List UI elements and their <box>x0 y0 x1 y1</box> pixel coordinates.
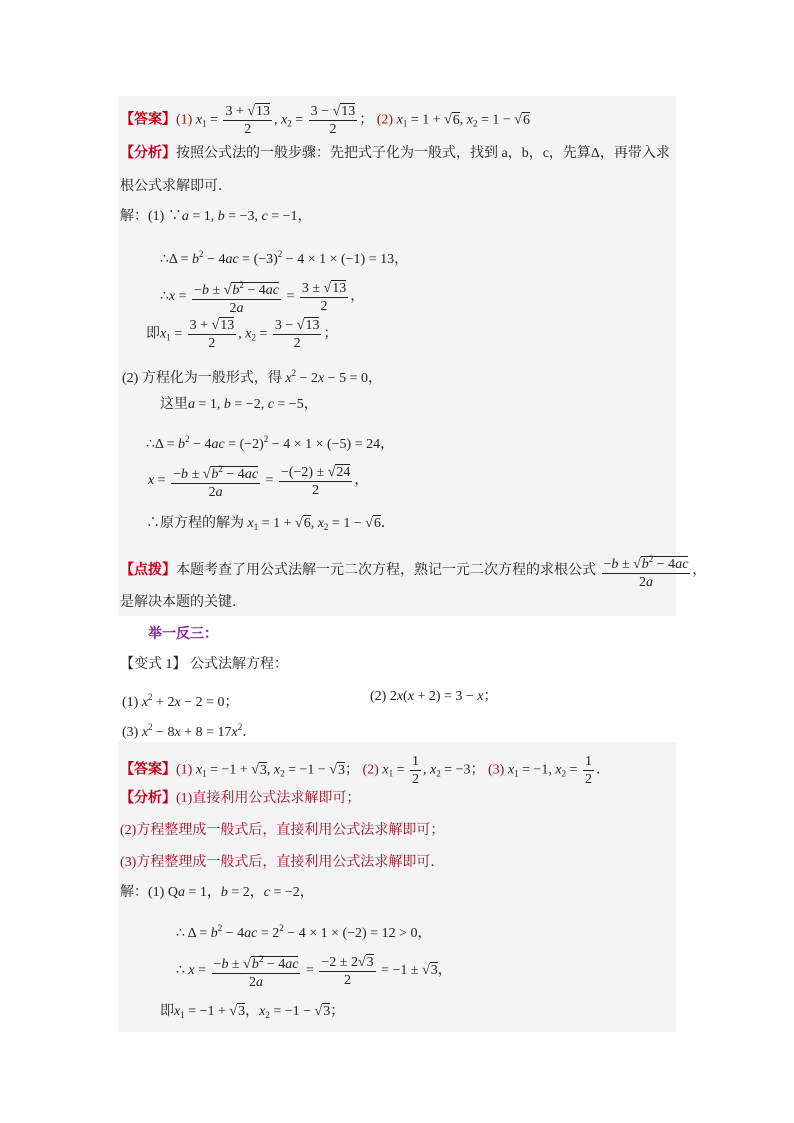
variant-analysis-1 <box>120 790 360 808</box>
tip-line: 【点拨】本题考查了用公式法解一元二次方程，熟记一元二次方程的求根公式 $\frac{-b \pm √b^2 - 4ac}{2a}$ ， <box>120 554 707 590</box>
solve-part-1: (1) <box>148 209 165 224</box>
solve-step-1: 解：(1) ∵a = 1, b = −3, c = −1， <box>120 209 312 224</box>
q2-label: (2) <box>370 689 387 704</box>
variant-title: 【变式 1】 公式法解方程： <box>120 657 288 672</box>
part-1-label: (1) <box>176 112 193 128</box>
variant-answer: 【答案】(1) $x_1 = -1 + √3$, $x_2 = -1 - √3$； (2) $x_1$ = $\frac{1}{2}$ , $x_2 = -3$； (3) $x_1 = -1$, $x_2$ = $\frac{1}{2}$ ． <box>120 754 610 787</box>
analysis-line-2: 根公式求解即可． <box>120 179 232 194</box>
zheli-label: 这里 <box>160 397 188 412</box>
practice-heading: 举一反三： <box>148 627 218 642</box>
variant-answer-tag: 【答案】 <box>120 762 176 778</box>
q1-label: (1) <box>122 695 139 710</box>
variant-answer-p3: (3) <box>487 762 505 778</box>
yuan-label: ∴原方程的解为 <box>146 516 244 531</box>
variant-q1: (1) $x^2 + 2x - 2 = 0$； <box>122 692 239 710</box>
example-solution-panel <box>118 96 676 616</box>
variant-q3: (3) $x^2 - 8x + 8 = 17x^2$． <box>122 722 257 740</box>
variant-ji-label: 即 <box>160 1004 174 1019</box>
variant-solve-4: 即$x_1 = -1 + √3$，$x_2 = -1 - √3$； <box>160 1004 345 1020</box>
solve-label: 解： <box>120 209 148 224</box>
q3-label: (3) <box>122 725 139 740</box>
solve-part-2: (2) <box>122 371 139 386</box>
solve-step-5: (2) 方程化为一般形式，得 $x^2 - 2x - 5 = 0$， <box>122 368 382 386</box>
variant-analysis-2: (2)方程整理成一般式后，直接利用公式法求解即可； <box>120 823 445 838</box>
variant-answer-p2: (2) <box>362 762 379 778</box>
answer-line: 【答案】(1) $x_1$ = $\frac{3 + √13}{2}$ , $x_2$ = $\frac{3 - √13}{2}$ ； (2) $x_1 = 1 + √6$, $x_2 = 1 - √6$ <box>120 104 530 137</box>
part-2-label: (2) <box>376 112 394 128</box>
solve-step-8: x = $\frac{-b \pm √b^2 - 4ac}{2a}$ = $\frac{-(-2) \pm √24}{2}$ ， <box>148 464 369 500</box>
ji-label: 即 <box>146 326 160 342</box>
solve-step-2: ∴Δ = $b^2 - 4ac = (-3)^2 - 4 \times 1 \times (-1) = 13$， <box>160 249 409 267</box>
tip-tag: 【点拨】 <box>120 563 176 579</box>
variant-analysis-tag: 【分析】 <box>120 791 176 806</box>
variant-answer-p1: (1) <box>176 762 193 778</box>
tip-line-2: 是解决本题的关键． <box>120 595 246 610</box>
solve-step-4: 即$x_1$ = $\frac{3 + √13}{2}$ , $x_2$ = $\frac{3 - √13}{2}$ ； <box>146 318 338 351</box>
solve-step-3: ∴x = $\frac{-b \pm √b^2 - 4ac}{2a}$ = $\frac{3 \pm √13}{2}$ ， <box>160 280 365 316</box>
p2-text: 方程化为一般形式，得 <box>141 371 282 386</box>
variant-solve-3: ∴ x = $\frac{-b \pm √b^2 - 4ac}{2a}$ = $\frac{-2 \pm 2√3}{2}$ = −1 ± √3， <box>176 954 452 990</box>
variant-solve-p1: (1) <box>148 885 165 900</box>
analysis-tag: 【分析】 <box>120 146 176 161</box>
variant-analysis-3: (3)方程整理成一般式后，直接利用公式法求解即可． <box>120 855 445 870</box>
variant-q2: (2) 2x(x + 2) = 3 − x； <box>370 689 498 704</box>
variant-solve-label: 解： <box>120 885 148 900</box>
solve-step-7: ∴Δ = $b^2 - 4ac = (-2)^2 - 4 \times 1 \times (-5) = 24$， <box>146 434 395 452</box>
answer-tag: 【答案】 <box>120 112 176 128</box>
variant-solve-1: 解：(1) Qa = 1，b = 2，c = −2， <box>120 885 314 900</box>
solve-step-6: 这里a = 1, b = −2, c = −5， <box>160 397 318 412</box>
tip-text: 本题考查了用公式法解一元二次方程，熟记一元二次方程的求根公式 <box>176 563 596 579</box>
variant-solve-2: ∴ $\Delta = b^2 - 4ac = 2^2 - 4 \times 1 \times (-2) = 12 > 0$， <box>176 923 432 941</box>
solve-step-9: ∴原方程的解为 $x_1 = 1 + √6$, $x_2 = 1 - √6$． <box>146 516 395 532</box>
analysis-text: 按照公式法的一般步骤：先把式子化为一般式，找到 a，b，c，先算Δ，再带入求 <box>176 146 670 161</box>
variant-analysis-text-1: (1)直接利用公式法求解即可； <box>176 791 361 806</box>
analysis-line <box>120 145 670 163</box>
